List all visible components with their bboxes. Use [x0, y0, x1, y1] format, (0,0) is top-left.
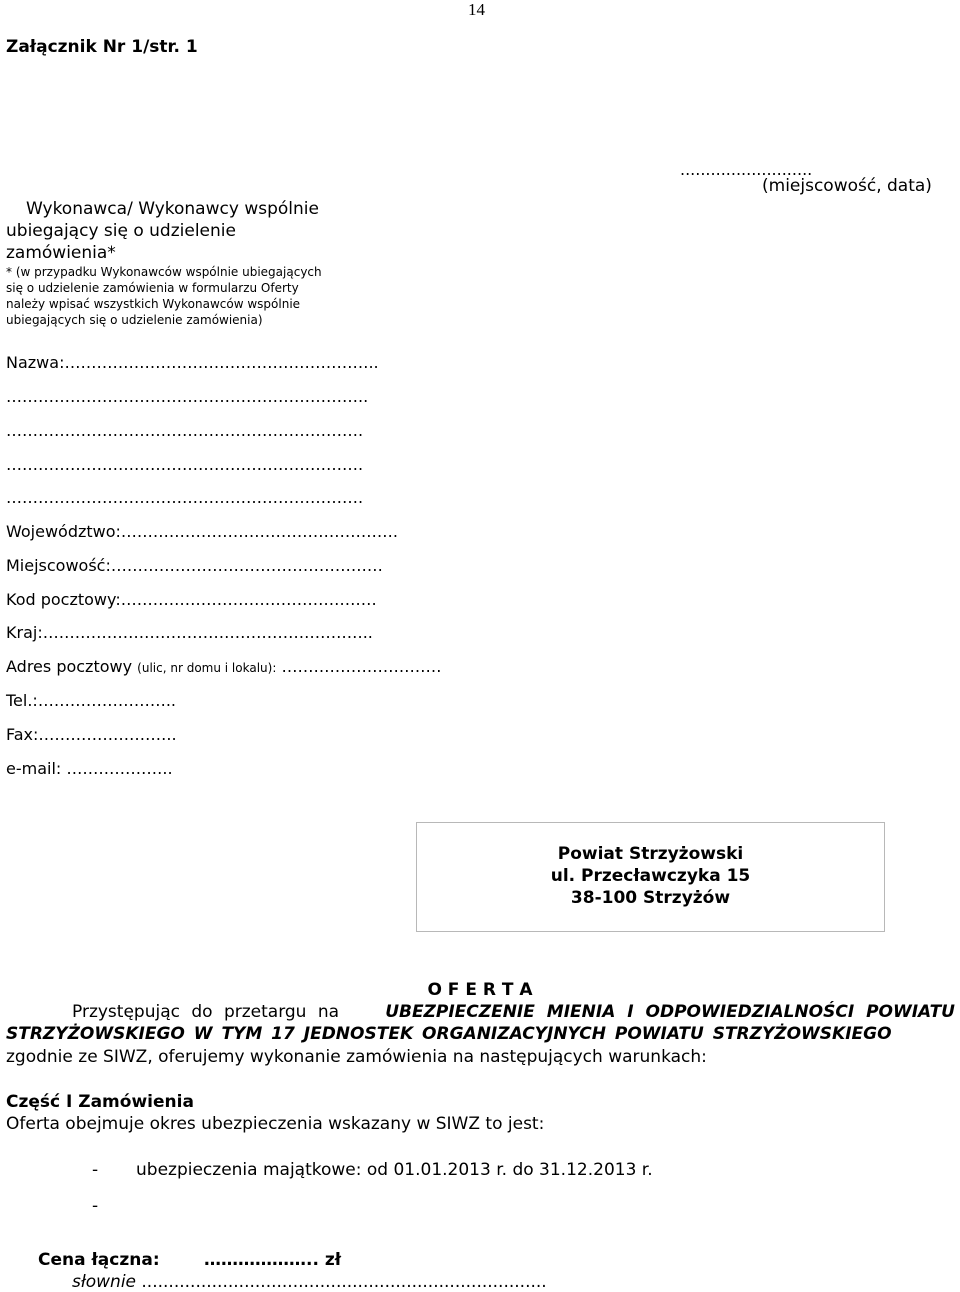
price-words-value: ........................................................................... [136, 1272, 547, 1292]
recipient-city: 38-100 Strzyżów [570, 888, 731, 908]
contractor-heading-line3: zamówienia* [6, 243, 116, 263]
contractor-heading-line1: Wykonawca/ Wykonawcy wspólnie [26, 199, 319, 219]
contractor-note-line1: * (w przypadku Wykonawców wspólnie ubiegających [6, 265, 322, 279]
field-blank-line[interactable]: …………………………………………………………. [6, 455, 364, 474]
recipient-street: ul. Przecławczyka 15 [550, 866, 751, 886]
contractor-note-line3: należy wpisać wszystkich Wykonawców wspólnie [6, 297, 301, 311]
adres-hint: (ulic, nr domu i lokalu): [137, 661, 277, 675]
contractor-note-line4: ubiegających się o udzielenie zamówienia) [6, 313, 263, 327]
offer-intro-start: Przystępując do przetargu na [72, 1002, 340, 1022]
page-number: 14 [468, 0, 485, 19]
part1-item-text[interactable]: ubezpieczenia majątkowe: od 01.01.2013 r. do 31.12.2013 r. [136, 1160, 653, 1180]
part1-text: Oferta obejmuje okres ubezpieczenia wskazany w SIWZ to jest: [6, 1114, 545, 1134]
attachment-title: Załącznik Nr 1/str. 1 [6, 37, 198, 57]
field-tel[interactable]: Tel.:…………………….. [6, 691, 176, 710]
place-date-caption: (miejscowość, data) [762, 176, 932, 196]
field-fax[interactable]: Fax:…………………….. [6, 725, 177, 744]
field-email[interactable]: e-mail: ……………….. [6, 759, 173, 778]
part1-item-dash: - [92, 1160, 99, 1180]
offer-intro-end: zgodnie ze SIWZ, oferujemy wykonanie zamówienia na następujących warunkach: [6, 1047, 707, 1067]
price-label: Cena łączna: [38, 1250, 160, 1270]
offer-title: O F E R T A [427, 980, 533, 1000]
offer-subject-line1: UBEZPIECZENIE MIENIA I ODPOWIEDZIALNOŚCI POWIATU [385, 1002, 955, 1022]
field-blank-line[interactable]: …………………………………………………………. [6, 421, 364, 440]
contractor-heading-line2: ubiegający się o udzielenie [6, 221, 236, 241]
price-words[interactable] [72, 1272, 547, 1292]
contractor-note-line2: się o udzielenie zamówienia w formularzu Oferty [6, 281, 299, 295]
price-value[interactable]: ……………….. zł [204, 1250, 342, 1270]
field-miejscowosc[interactable]: Miejscowość:…………………………………………… [6, 556, 383, 575]
offer-subject-line2: STRZYŻOWSKIEGO W TYM 17 JEDNOSTEK ORGANIZACYJNYCH POWIATU STRZYŻOWSKIEGO [6, 1024, 892, 1044]
adres-label: Adres pocztowy [6, 657, 133, 676]
field-adres-pocztowy[interactable] [6, 657, 441, 676]
place-date-dots: .......................... [680, 160, 813, 179]
recipient-name: Powiat Strzyżowski [557, 844, 744, 864]
field-kraj[interactable]: Kraj:…………………………………………………….. [6, 623, 373, 642]
field-kod-pocztowy[interactable]: Kod pocztowy:………………………………………… [6, 590, 377, 609]
field-nazwa[interactable]: Nazwa:………………………………………………….. [6, 353, 379, 372]
price-words-label: słownie [72, 1272, 136, 1292]
offer-intro-line1 [72, 1002, 955, 1022]
field-wojewodztwo[interactable]: Województwo:……………………………………………. [6, 522, 399, 541]
part1-heading: Część I Zamówienia [6, 1092, 194, 1112]
recipient-address-box [416, 822, 885, 932]
field-blank-line[interactable]: ………………………………………………………….. [6, 387, 369, 406]
adres-dots: ………………………… [281, 657, 442, 676]
field-blank-line[interactable]: …………………………………………………………. [6, 488, 364, 507]
part1-item-dash: - [92, 1196, 99, 1216]
